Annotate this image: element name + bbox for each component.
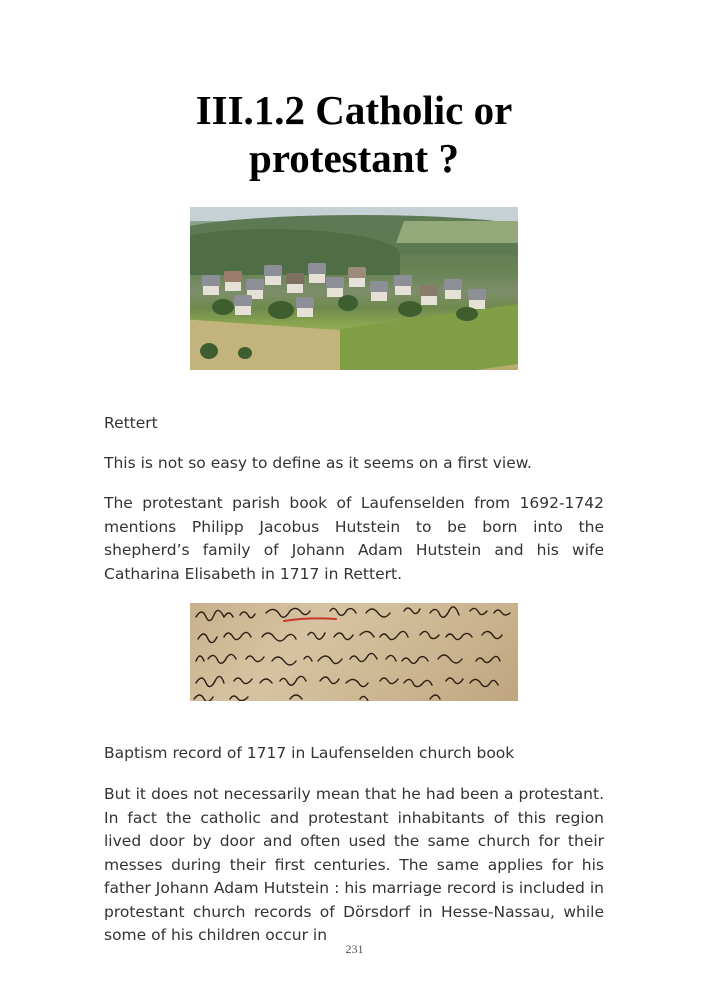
- village-landscape-photo: [190, 207, 518, 370]
- handwritten-baptism-record-photo: [190, 603, 518, 701]
- section-heading: [104, 86, 604, 182]
- record-caption: Baptism record of 1717 in Laufenselden church book: [104, 744, 515, 762]
- paragraph-intro: This is not so easy to define as it seems on a first view.: [104, 454, 532, 472]
- paragraph-confession: But it does not necessarily mean that he had been a protestant. In fact the catholic and protestant inhabitants of this region lived door by door and often used the same church for their messes during their first centuries. The same applies for his father Johann Adam Hutstein : his marriage record is included in protestant church records of Dörsdorf in Hesse-Nassau, while some of his children occur in: [104, 785, 604, 944]
- section-heading-line-2: protestant ?: [249, 135, 459, 181]
- place-label-rettert: Rettert: [104, 414, 158, 432]
- paragraph-parish-book: The protestant parish book of Laufenselden from 1692-1742 mentions Philipp Jacobus Hutstein to be born into the shepherd’s family of Johann Adam Hutstein and his wife Catharina Elisabeth in 1717 in Rettert.: [104, 494, 604, 583]
- section-heading-line-1: III.1.2 Catholic or: [195, 87, 513, 133]
- page-number: 231: [345, 942, 364, 956]
